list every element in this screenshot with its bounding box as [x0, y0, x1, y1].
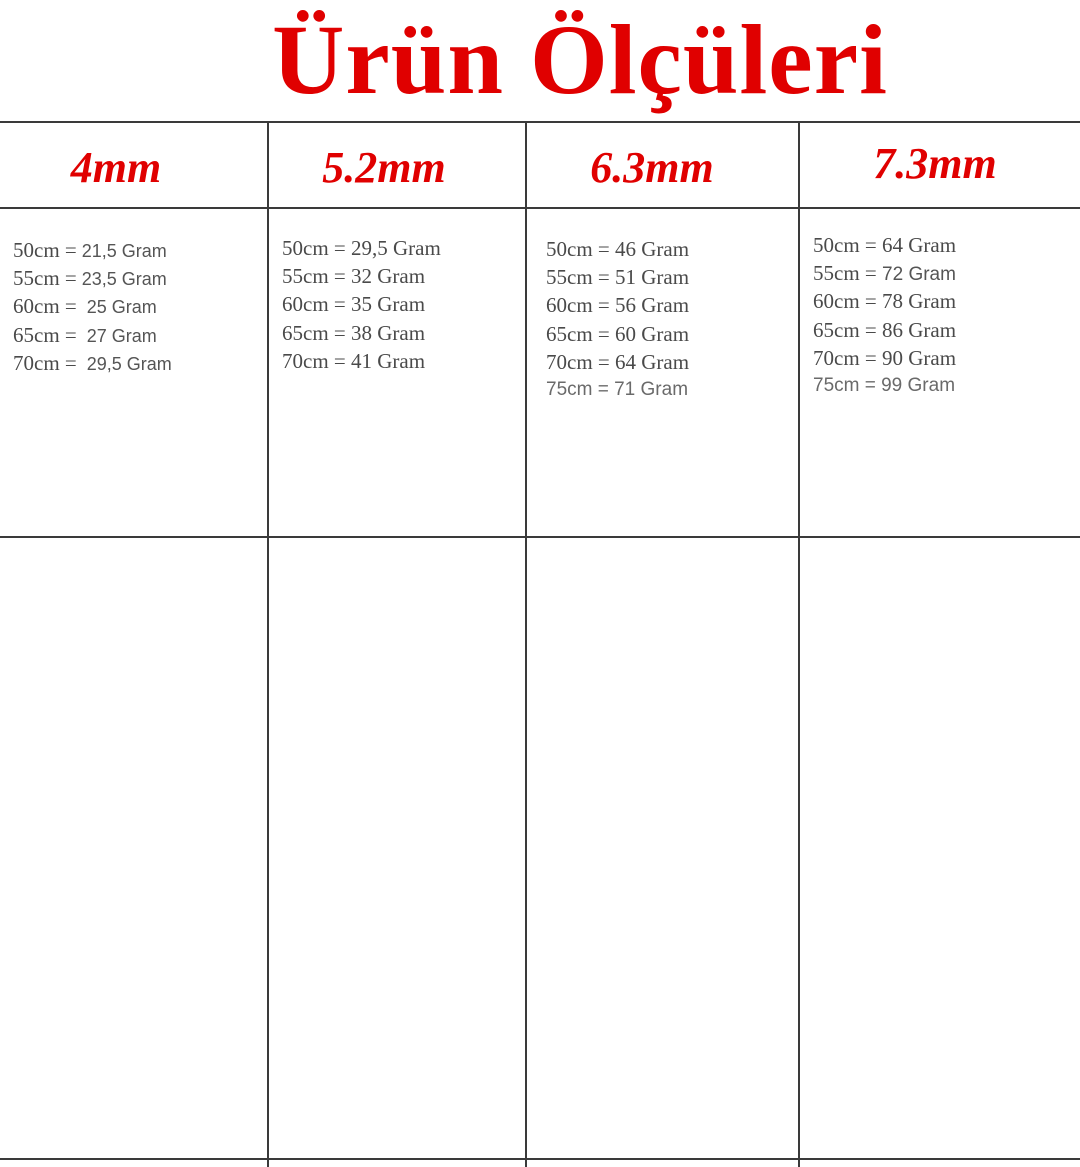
- body-row-divider: [0, 536, 1080, 538]
- list-item: 60cm = 56 Gram: [546, 293, 690, 318]
- weight-list-5-2mm: [282, 234, 441, 375]
- list-item: 70cm = 29,5 Gram: [13, 350, 172, 375]
- size-heading-5-2mm: 5.2mm: [322, 143, 446, 192]
- size-heading-6-3mm: 6.3mm: [590, 143, 714, 192]
- list-item: 55cm = 32 Gram: [282, 264, 426, 289]
- list-item: 55cm = 51 Gram: [546, 265, 690, 290]
- list-item: 60cm = 78 Gram: [813, 289, 957, 314]
- list-item: 65cm = 27 Gram: [13, 322, 157, 347]
- list-item: 50cm = 64 Gram: [813, 233, 957, 257]
- list-item: 60cm = 25 Gram: [13, 294, 157, 319]
- column-divider-2: [525, 122, 527, 1167]
- table-top-border: [0, 121, 1080, 123]
- list-item: 75cm = 71 Gram: [546, 378, 689, 400]
- list-item: 65cm = 86 Gram: [813, 317, 957, 342]
- weight-list-7-3mm: [813, 231, 956, 400]
- list-item: 55cm = 23,5 Gram: [13, 266, 167, 291]
- size-heading-4mm: 4mm: [70, 143, 162, 192]
- list-item: 70cm = 41 Gram: [282, 348, 426, 373]
- list-item: 50cm = 21,5 Gram: [13, 238, 167, 262]
- list-item: 65cm = 38 Gram: [282, 320, 426, 345]
- list-item: 70cm = 90 Gram: [813, 345, 957, 370]
- list-item: 50cm = 29,5 Gram: [282, 236, 441, 260]
- header-row-divider: [0, 207, 1080, 209]
- table-bottom-border: [0, 1158, 1080, 1160]
- column-divider-3: [798, 122, 800, 1167]
- list-item: 70cm = 64 Gram: [546, 349, 690, 374]
- weight-list-4mm: [13, 236, 172, 377]
- list-item: 65cm = 60 Gram: [546, 321, 690, 346]
- list-item: 55cm = 72 Gram: [813, 261, 956, 286]
- list-item: 50cm = 46 Gram: [546, 237, 690, 261]
- list-item: 60cm = 35 Gram: [282, 292, 426, 317]
- page-title: Ürün Ölçüleri: [272, 4, 888, 115]
- column-divider-1: [267, 122, 269, 1167]
- weight-list-6-3mm: [546, 235, 689, 404]
- list-item: 75cm = 99 Gram: [813, 374, 956, 396]
- size-heading-7-3mm: 7.3mm: [873, 139, 997, 188]
